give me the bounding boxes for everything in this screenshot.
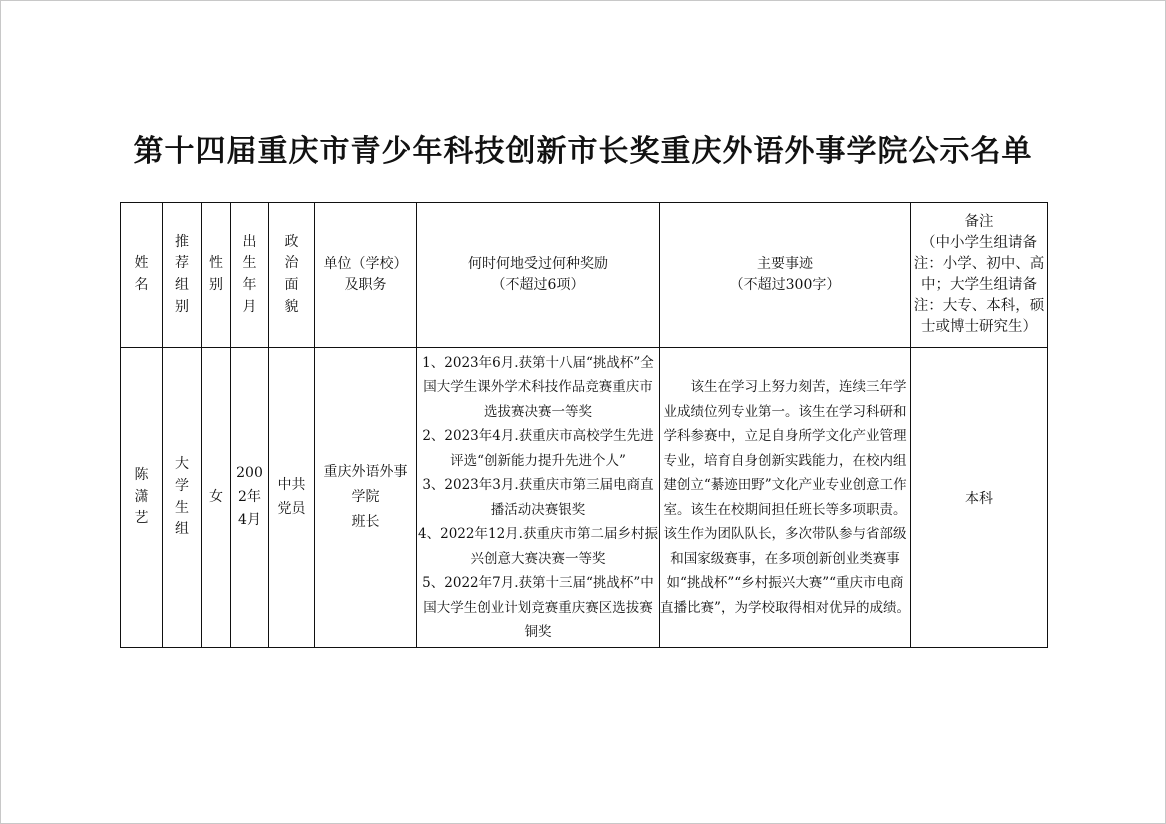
header-unit: 单位（学校） 及职务 <box>315 203 417 348</box>
page-title: 第十四届重庆市青少年科技创新市长奖重庆外语外事学院公示名单 <box>133 134 1033 169</box>
header-awards: 何时何地受过何种奖励 （不超过6项） <box>417 203 660 348</box>
cell-remarks: 本科 <box>911 348 1048 648</box>
unit-line: 重庆外语外事 <box>323 463 408 480</box>
award-item: 5、2022年7月.获第十三届“挑战杯”中国大学生创业计划竞赛重庆赛区选拔赛铜奖 <box>422 575 654 640</box>
header-birth: 出生年月 <box>231 203 269 348</box>
roster-table <box>120 202 1048 648</box>
award-item: 1、2023年6月.获第十八届“挑战杯”全国大学生课外学术科技作品竞赛重庆市选拔赛决赛一等奖 <box>422 354 654 420</box>
table-row <box>121 348 1048 648</box>
header-gender: 性别 <box>202 203 231 348</box>
cell-name: 陈潇艺 <box>121 348 163 648</box>
award-item: 4、2022年12月.获重庆市第二届乡村振兴创意大赛决赛一等奖 <box>418 526 658 567</box>
cell-gender: 女 <box>202 348 231 648</box>
header-deeds: 主要事迹 （不超过300字） <box>660 203 911 348</box>
cell-political: 中共党员 <box>269 348 315 648</box>
unit-line: 学院 <box>351 488 380 505</box>
unit-line: 班长 <box>351 514 380 531</box>
header-row <box>121 203 1048 348</box>
header-political: 政治面貌 <box>269 203 315 348</box>
cell-deeds: 该生在学习上努力刻苦，连续三年学业成绩位列专业第一。该生在学习科研和学科参赛中，立足自身所学文化产业管理专业，培育自身创新实践能力，在校内组建创立“綦迹田野”文化产业专业创意工作室。该生在校期间担任班长等多项职责。该生作为团队队长，多次带队参与省部级和国家级赛事，在多项创新创业类赛事如“挑战杯”“乡村振兴大赛”“重庆市电商直播比赛”，为学校取得相对优异的成绩。 <box>660 348 911 648</box>
header-name: 姓名 <box>121 203 163 348</box>
award-item: 2、2023年4月.获重庆市高校学生先进评选“创新能力提升先进个人” <box>422 428 654 469</box>
cell-birth: 2002年4月 <box>231 348 269 648</box>
cell-group: 大学生组 <box>163 348 202 648</box>
award-item: 3、2023年3月.获重庆市第三届电商直播活动决赛银奖 <box>422 477 654 518</box>
cell-awards <box>417 348 660 648</box>
header-remarks: 备注 （中小学生组请备注：小学、初中、高中；大学生组请备注：大专、本科，硕士或博士研究生） <box>911 203 1048 348</box>
cell-unit <box>315 348 417 648</box>
header-group: 推荐组别 <box>163 203 202 348</box>
